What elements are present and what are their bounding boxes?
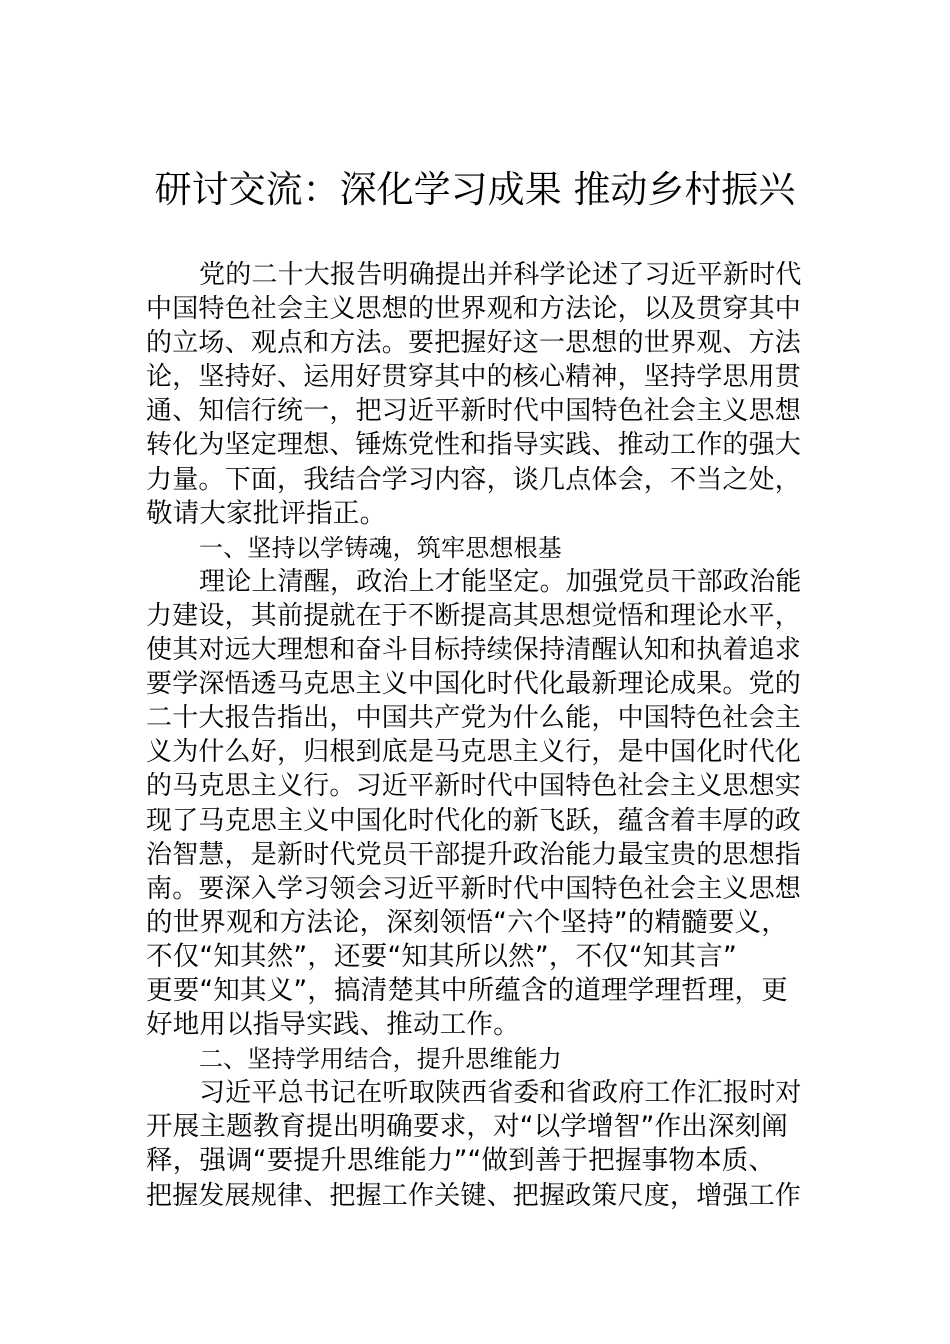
paragraph-line: 二十大报告指出，中国共产党为什么能，中国特色社会主 <box>146 703 802 734</box>
paragraph-line: 不仅“知其然”，还要“知其所以然”，不仅“知其言” <box>146 940 737 972</box>
paragraph-line: 义为什么好，归根到底是马克思主义行，是中国化时代化 <box>146 737 802 768</box>
paragraph-line: 开展主题教育提出明确要求，对“以学增智”作出深刻阐 <box>146 1111 788 1143</box>
paragraph-line: 更要“知其义”，搞清楚其中所蕴含的道理学理哲理，更 <box>146 974 788 1006</box>
document-body <box>146 258 808 1213</box>
paragraph-line: 论，坚持好、运用好贯穿其中的核心精神，坚持学思用贯 <box>146 362 802 393</box>
section-heading: 二、坚持学用结合，提升思维能力 <box>199 1045 562 1074</box>
paragraph-line: 释，强调“要提升思维能力”“做到善于把握事物本质、 <box>146 1145 776 1177</box>
paragraph-line: 通、知信行统一，把习近平新时代中国特色社会主义思想 <box>146 396 802 427</box>
paragraph-line: 要学深悟透马克思主义中国化时代化最新理论成果。党的 <box>146 669 802 700</box>
paragraph-line: 的世界观和方法论，深刻领悟“六个坚持”的精髓要义， <box>146 906 788 938</box>
paragraph-line: 力量。下面，我结合学习内容，谈几点体会，不当之处， <box>146 464 802 495</box>
paragraph-line: 习近平总书记在听取陕西省委和省政府工作汇报时对 <box>199 1078 802 1109</box>
paragraph-line: 党的二十大报告明确提出并科学论述了习近平新时代 <box>199 260 802 290</box>
paragraph-line: 好地用以指导实践、推动工作。 <box>146 1009 520 1041</box>
paragraph-line: 的马克思主义行。习近平新时代中国特色社会主义思想实 <box>146 771 802 802</box>
paragraph-line: 中国特色社会主义思想的世界观和方法论，以及贯穿其中 <box>146 294 802 325</box>
paragraph-line: 力建设，其前提就在于不断提高其思想觉悟和理论水平， <box>146 600 802 631</box>
paragraph-line: 南。要深入学习领会习近平新时代中国特色社会主义思想 <box>146 873 802 904</box>
paragraph-line: 敬请大家批评指正。 <box>146 497 387 529</box>
paragraph-line: 现了马克思主义中国化时代化的新飞跃，蕴含着丰厚的政 <box>146 805 802 836</box>
paragraph-line: 使其对远大理想和奋斗目标持续保持清醒认知和执着追求 <box>146 635 802 666</box>
paragraph-line: 把握发展规律、把握工作关键、把握政策尺度，增强工作 <box>146 1180 802 1211</box>
paragraph-line: 的立场、观点和方法。要把握好这一思想的世界观、方法 <box>146 328 802 359</box>
section-heading: 一、坚持以学铸魂，筑牢思想根基 <box>199 533 562 562</box>
paragraph-line: 治智慧，是新时代党员干部提升政治能力最宝贵的思想指 <box>146 839 802 870</box>
paragraph-line: 转化为坚定理想、锤炼党性和指导实践、推动工作的强大 <box>146 430 802 461</box>
document-title: 研讨交流：深化学习成果 推动乡村振兴 <box>154 168 796 211</box>
paragraph-line: 理论上清醒，政治上才能坚定。加强党员干部政治能 <box>199 566 802 597</box>
